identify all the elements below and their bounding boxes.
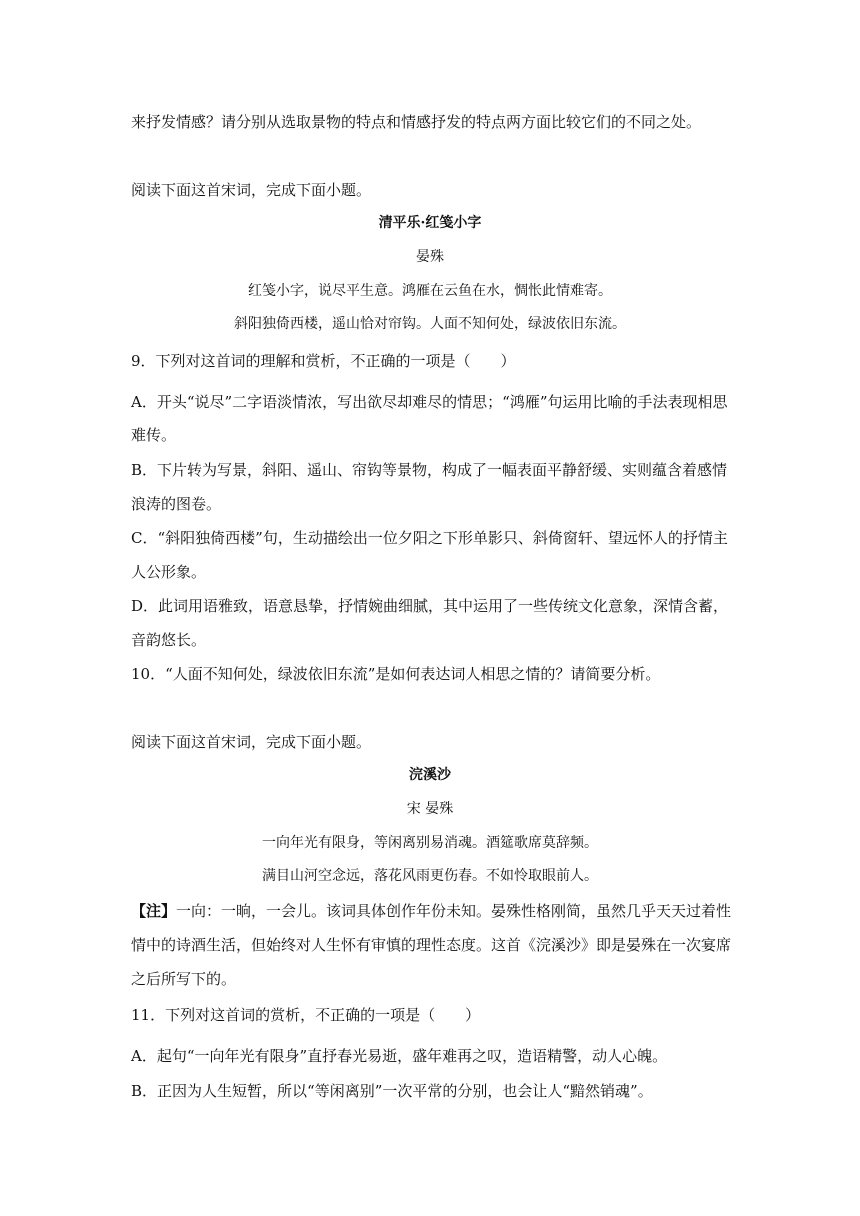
- poem-author: 晏殊: [416, 249, 444, 265]
- annotation-continued: 情中的诗酒生活，但始终对人生怀有审慎的理性态度。这首《浣溪沙》即是晏殊在一次宴席: [131, 936, 732, 954]
- annotation-mark: 【注】: [131, 902, 177, 920]
- option-b: B．正因为人生短暂，所以“等闲离别”一次平常的分别，也会让人“黯然销魂”。: [131, 1082, 653, 1100]
- annotation: [131, 901, 750, 921]
- annotation-text: 一向：一晌，一会儿。该词具体创作年份未知。晏殊性格刚简，虽然几乎天天过着性: [176, 902, 732, 920]
- reading-instruction: 阅读下面这首宋词，完成下面小题。: [131, 181, 372, 199]
- option-c: C．“斜阳独倚西楼”句，生动描绘出一位夕阳之下形单影只、斜倚窗轩、望远怀人的抒情主: [131, 529, 728, 547]
- option-d: D．此词用语雅致，语意恳挚，抒情婉曲细腻，其中运用了一些传统文化意象，深情含蓄，: [131, 597, 729, 615]
- option-b: B．下片转为写景，斜阳、遥山、帘钩等景物，构成了一幅表面平静舒缓、实则蕴含着感情: [131, 461, 728, 479]
- option-c-continued: 人公形象。: [131, 563, 207, 581]
- option-a-continued: 难传。: [131, 426, 177, 444]
- option-a: A．开头“说尽”二字语淡情浓，写出欲尽却难尽的情思；“鸿雁”句运用比喻的手法表现相思: [131, 393, 728, 411]
- reading-instruction: 阅读下面这首宋词，完成下面小题。: [131, 733, 372, 751]
- poem-line: 满目山河空念远，落花风雨更伤春。不如怜取眼前人。: [262, 868, 598, 884]
- poem-line: 红笺小字，说尽平生意。鸿雁在云鱼在水，惆怅此情难寄。: [248, 283, 612, 299]
- poem-line: 斜阳独倚西楼，遥山恰对帘钩。人面不知何处，绿波依旧东流。: [234, 316, 626, 332]
- question-10: 10．“人面不知何处，绿波依旧东流”是如何表达词人相思之情的？请简要分析。: [131, 665, 661, 683]
- question-9: 9．下列对这首词的理解和赏析，不正确的一项是（ ）: [131, 352, 516, 370]
- poem-title: 浣溪沙: [409, 767, 451, 783]
- question-text-tail: 来抒发情感？请分别从选取景物的特点和情感抒发的特点两方面比较它们的不同之处。: [131, 113, 702, 131]
- option-d-continued: 音韵悠长。: [131, 631, 207, 649]
- poem-title: 清平乐·红笺小字: [378, 215, 482, 231]
- option-b-continued: 浪涛的图卷。: [131, 495, 222, 513]
- poem-line: 一向年光有限身，等闲离别易消魂。酒筵歌席莫辞频。: [262, 835, 598, 851]
- poem-author: 宋 晏殊: [406, 801, 454, 817]
- option-a: A．起句“一向年光有限身”直抒春光易逝，盛年难再之叹，造语精警，动人心魄。: [131, 1047, 668, 1065]
- annotation-continued: 之后所写下的。: [131, 970, 237, 988]
- question-11: 11．下列对这首词的赏析，不正确的一项是（ ）: [131, 1006, 481, 1024]
